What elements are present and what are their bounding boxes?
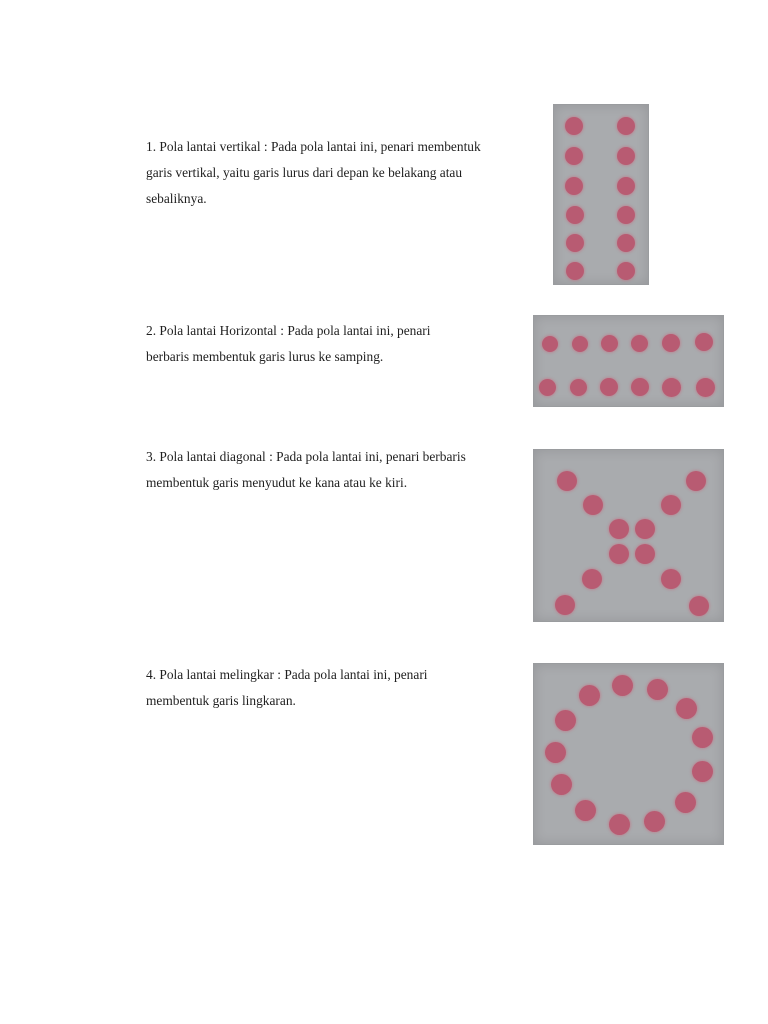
horizontal-floor-pattern-photo — [533, 315, 724, 407]
text-line: 3. Pola lantai diagonal : Pada pola lantai ini, penari berbaris — [146, 449, 466, 464]
diagonal-floor-pattern-photo — [533, 449, 724, 622]
text-line: sebaliknya. — [146, 191, 207, 206]
circular-floor-pattern-photo — [533, 663, 724, 845]
vertical-floor-pattern-photo — [553, 104, 649, 285]
text-line: 4. Pola lantai melingkar : Pada pola lantai ini, penari — [146, 667, 428, 682]
text-line: 2. Pola lantai Horizontal : Pada pola lantai ini, penari — [146, 323, 431, 338]
text-line: garis vertikal, yaitu garis lurus dari depan ke belakang atau — [146, 165, 463, 180]
item-circular-text — [146, 662, 428, 714]
item-diagonal-text — [146, 444, 466, 496]
text-line: 1. Pola lantai vertikal : Pada pola lantai ini, penari membentuk — [146, 139, 481, 154]
text-line: membentuk garis menyudut ke kana atau ke kiri. — [146, 475, 408, 490]
text-line: membentuk garis lingkaran. — [146, 693, 296, 708]
item-horizontal-text — [146, 318, 430, 370]
text-line: berbaris membentuk garis lurus ke samping. — [146, 349, 384, 364]
item-vertical-text — [146, 134, 481, 212]
